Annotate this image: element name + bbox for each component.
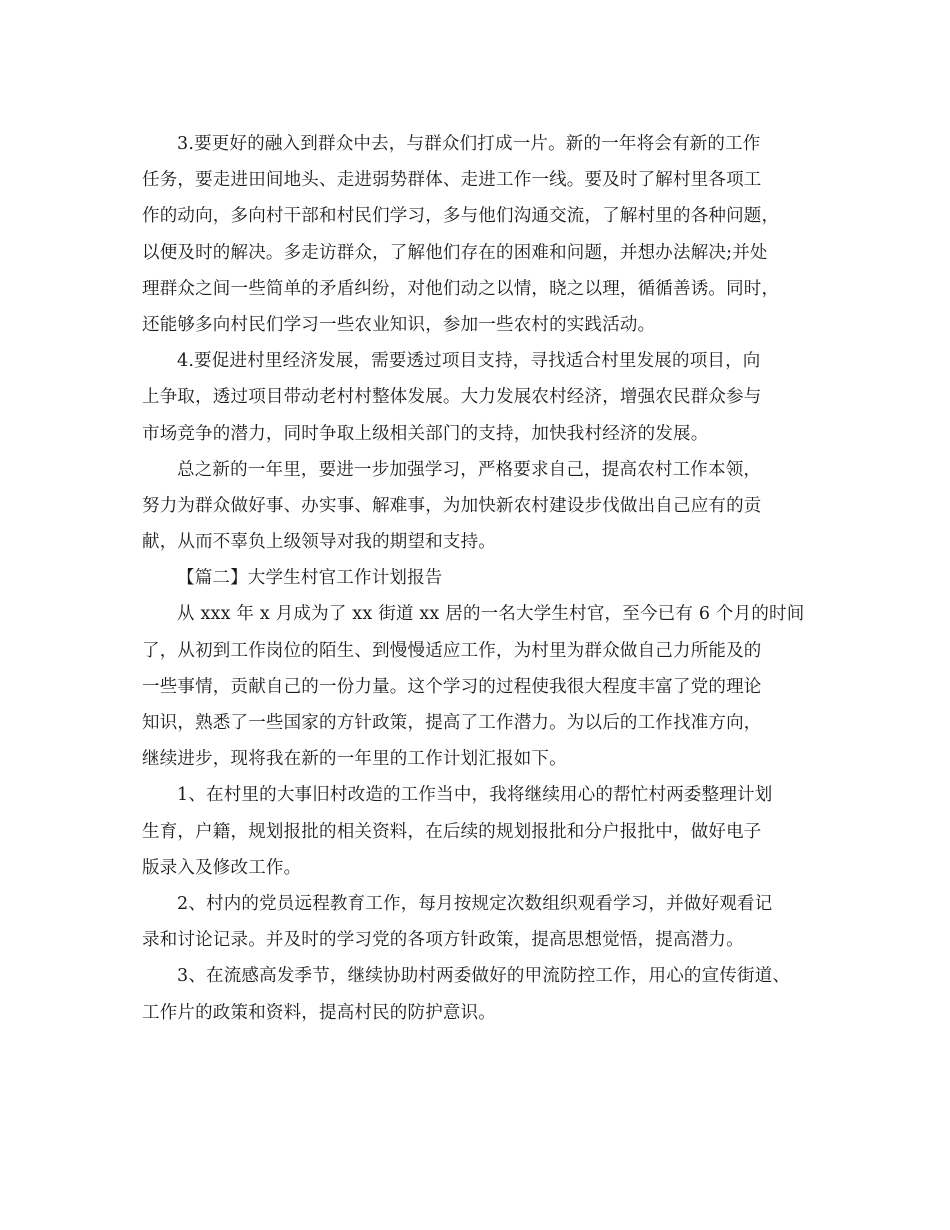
document-body [142,126,822,1031]
text-line: 生育，户籍，规划报批的相关资料，在后续的规划报批和分户报批中，做好电子 [142,821,762,842]
text-line: 任务，要走进田间地头、走进弱势群体、走进工作一线。要及时了解村里各项工 [142,170,762,191]
text-line: 3、在流感高发季节，继续协助村两委做好的甲流防控工作，用心的宣传街道、 [177,966,791,987]
text-line: 4.要促进村里经济发展，需要透过项目支持，寻找适合村里发展的项目，向 [177,351,761,372]
section-heading: 【篇二】大学生村官工作计划报告 [177,568,443,589]
text-line: 作的动向，多向村干部和村民们学习，多与他们沟通交流，了解村里的各种问题， [142,206,780,227]
text-line: 知识，熟悉了一些国家的方针政策，提高了工作潜力。为以后的工作找准方向， [142,713,762,733]
text-line: 2、村内的党员远程教育工作，每月按规定次数组织观看学习，并做好观看记 [177,893,773,914]
text-line: 上争取，透过项目带动老村村整体发展。大力发展农村经济，增强农民群众参与 [142,387,762,408]
text-line: 了，从初到工作岗位的陌生、到慢慢适应工作，为村里为群众做自己力所能及的 [142,640,762,661]
text-line: 献，从而不辜负上级领导对我的期望和支持。 [142,532,496,553]
text-line: 1、在村里的大事旧村改造的工作当中，我将继续用心的帮忙村两委整理计划 [177,785,773,806]
text-line: 从 xxx 年 x 月成为了 xx 街道 xx 居的一名大学生村官，至今已有 6 个月的时间 [177,604,805,625]
text-line: 版录入及修改工作。 [142,857,302,878]
text-line: 努力为群众做好事、办实事、解难事，为加快新农村建设步伐做出自己应有的贡 [142,495,762,516]
text-line: 以便及时的解决。多走访群众，了解他们存在的困难和问题，并想办法解决;并处 [142,242,768,263]
text-line: 继续进步，现将我在新的一年里的工作计划汇报如下。 [142,749,567,770]
text-line: 一些事情，贡献自己的一份力量。这个学习的过程使我很大程度丰富了党的理论 [142,676,762,697]
text-line: 总之新的一年里，要进一步加强学习，严格要求自己，提高农村工作本领， [177,459,762,480]
text-line: 市场竞争的潜力，同时争取上级相关部门的支持，加快我村经济的发展。 [142,423,709,444]
text-line: 还能够多向村民们学习一些农业知识，参加一些农村的实践活动。 [142,314,656,335]
text-line: 录和讨论记录。并及时的学习党的各项方针政策，提高思想觉悟，提高潜力。 [142,930,744,951]
text-line: 3.要更好的融入到群众中去，与群众们打成一片。新的一年将会有新的工作 [177,134,761,154]
text-line: 工作片的政策和资料，提高村民的防护意识。 [142,1002,496,1023]
text-line: 理群众之间一些简单的矛盾纠纷，对他们动之以情，晓之以理，循循善诱。同时， [142,278,780,299]
